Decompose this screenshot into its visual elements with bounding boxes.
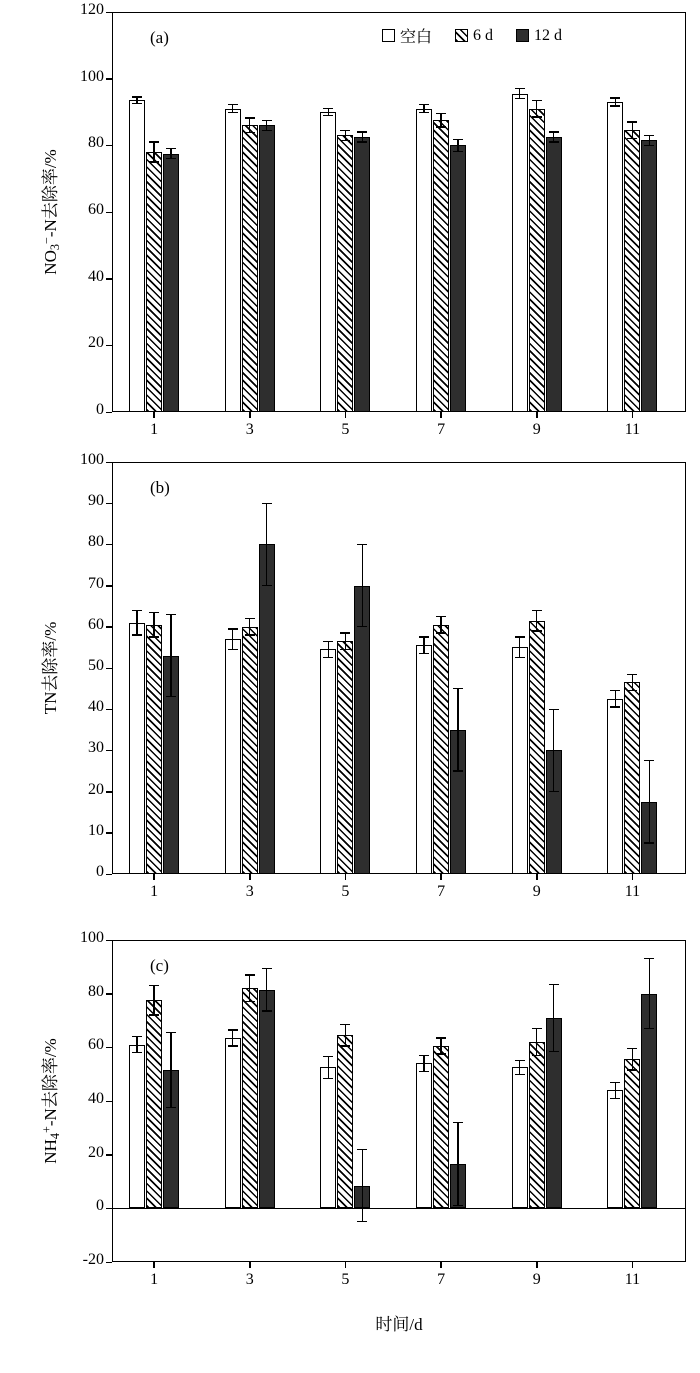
error-bar-cap [132,1052,142,1053]
y-tick-mark [106,1101,112,1103]
error-bar-cap [323,1056,333,1057]
bar-blank [129,1045,145,1209]
error-bar [632,1049,633,1070]
y-tick-label: 70 [88,574,104,592]
error-bar-cap [532,1028,542,1029]
bar-hatch [529,1042,545,1208]
x-tick-label: 1 [150,1271,159,1288]
y-tick-label: 30 [88,739,104,757]
y-tick-label: 100 [80,929,104,946]
error-bar [266,968,267,1011]
error-bar-cap [245,1001,255,1002]
x-tick-mark [249,1262,251,1268]
y-tick-label: 100 [80,451,104,468]
y-tick-label: 0 [96,1197,104,1215]
y-tick-label: 80 [88,134,104,152]
x-tick-label: 5 [341,1271,350,1288]
error-bar-cap [323,1078,333,1079]
y-tick-mark [106,1154,112,1156]
error-bar-cap [228,1029,238,1030]
bar-hatch [624,1059,640,1208]
x-tick-label: 3 [245,421,254,438]
x-tick-mark [632,1262,634,1268]
panel-label: (b) [150,478,170,497]
x-tick-label: 1 [150,883,159,900]
error-bar [457,1122,458,1205]
x-tick-label: 11 [624,883,641,900]
y-tick-label: 0 [96,401,104,418]
error-bar-cap [515,1074,525,1075]
x-tick-label: 3 [245,883,254,900]
y-tick-label: 60 [88,1036,104,1054]
error-bar [519,1061,520,1074]
bar-hatch [337,1035,353,1208]
x-tick-label: 5 [341,421,350,438]
error-bar-cap [262,968,272,969]
error-bar [440,1038,441,1054]
error-bar-cap [644,958,654,959]
y-tick-mark [106,1047,112,1049]
y-tick-mark [106,993,112,995]
y-axis-label: $NH_4^+-N$去除率/% [39,1038,63,1164]
y-tick-label: 40 [88,267,104,285]
error-bar-cap [149,985,159,986]
legend-label: 6 d [473,26,494,44]
y-tick-label: 80 [88,533,104,551]
error-bar [536,1029,537,1056]
y-tick-label: 80 [88,982,104,1000]
error-bar-cap [419,1055,429,1056]
y-tick-label: 60 [88,615,104,633]
error-bar-cap [549,984,559,985]
error-bar [136,1037,137,1053]
y-axis-label: $NO_3^--N$去除率/% [39,149,63,275]
error-bar-cap [610,1098,620,1099]
x-tick-label: 11 [624,1271,641,1288]
error-bar-cap [357,1149,367,1150]
bar-solid [259,990,275,1209]
error-bar-cap [436,1053,446,1054]
y-tick-label: 60 [88,201,104,218]
zero-axis-line [112,1208,686,1210]
x-tick-mark [345,1262,347,1268]
error-bar [249,975,250,1002]
x-tick-mark [153,1262,155,1268]
error-bar [649,959,650,1029]
panel-label: (c) [150,956,169,975]
error-bar [345,1025,346,1046]
y-axis-label: TN去除率/% [41,621,60,715]
error-bar-cap [436,1037,446,1038]
error-bar [553,984,554,1051]
bar-blank [320,1067,336,1208]
y-tick-label: 20 [88,334,104,352]
error-bar [232,1030,233,1046]
x-tick-label: 11 [624,421,641,438]
y-tick-label: 120 [80,1,104,18]
error-bar-cap [132,1036,142,1037]
error-bar-cap [262,1010,272,1011]
error-bar-cap [228,1045,238,1046]
bar-blank [225,1038,241,1208]
bar-hatch [433,1046,449,1208]
error-bar [423,1055,424,1071]
error-bar-cap [610,1082,620,1083]
y-tick-mark [106,1262,112,1264]
x-tick-label: 9 [532,1271,541,1288]
error-bar-cap [644,1028,654,1029]
error-bar-cap [515,1060,525,1061]
x-tick-label: 1 [150,421,159,438]
y-tick-label: 40 [88,698,104,716]
y-tick-label: -20 [82,1251,104,1268]
y-tick-label: 90 [88,492,104,510]
error-bar [328,1057,329,1078]
error-bar [362,1149,363,1221]
x-tick-label: 5 [341,883,350,900]
y-tick-mark [106,940,112,942]
error-bar [153,986,154,1016]
error-bar-cap [627,1069,637,1070]
error-bar-cap [419,1071,429,1072]
panel-label: (a) [150,28,169,47]
error-bar-cap [340,1045,350,1046]
x-tick-label: 7 [437,421,446,438]
y-tick-label: 0 [96,863,104,880]
legend-label: 空白 [400,29,433,46]
error-bar-cap [532,1055,542,1056]
error-bar-cap [245,974,255,975]
y-tick-label: 20 [88,1143,104,1161]
x-tick-label: 9 [532,883,541,900]
y-tick-label: 10 [88,821,104,839]
x-axis-label: 时间/d [375,1315,423,1334]
error-bar-cap [549,1051,559,1052]
bar-blank [416,1063,432,1208]
x-tick-label: 7 [437,883,446,900]
error-bar-cap [627,1048,637,1049]
plot-frame [112,940,686,1262]
x-tick-label: 7 [437,1271,446,1288]
bar-blank [607,1090,623,1208]
error-bar-cap [357,1221,367,1222]
y-tick-label: 100 [80,67,104,85]
y-tick-label: 40 [88,1090,104,1107]
x-tick-label: 9 [532,421,541,438]
bar-blank [512,1067,528,1208]
error-bar-cap [166,1107,176,1108]
x-tick-mark [440,1262,442,1268]
bar-hatch [146,1000,162,1208]
y-tick-label: 20 [88,780,104,798]
error-bar-cap [340,1024,350,1025]
bar-hatch [242,988,258,1208]
error-bar-cap [453,1205,463,1206]
error-bar-cap [453,1122,463,1123]
error-bar [615,1082,616,1098]
legend-label: 12 d [534,26,563,44]
x-tick-label: 3 [245,1271,254,1288]
error-bar [170,1033,171,1108]
error-bar-cap [166,1032,176,1033]
error-bar-cap [149,1014,159,1015]
x-tick-mark [536,1262,538,1268]
y-tick-label: 50 [88,657,104,674]
